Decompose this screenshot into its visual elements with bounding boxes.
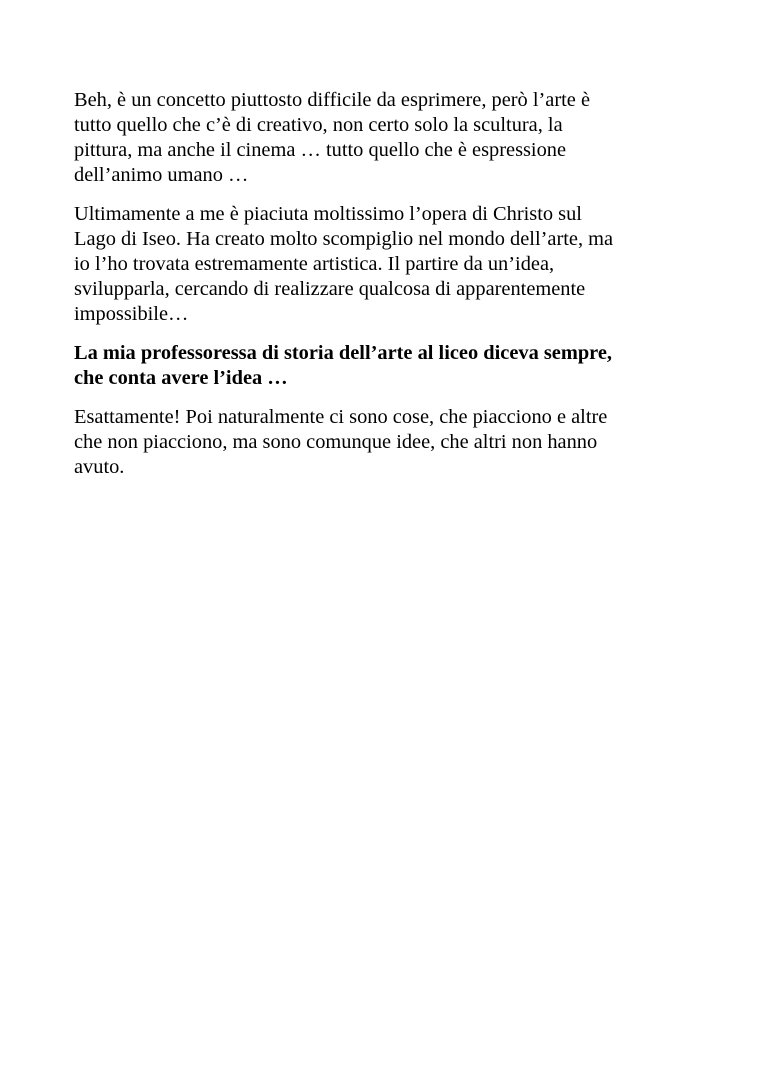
paragraph-interviewer-question: [74, 341, 706, 391]
text-line: io l’ho trovata estremamente artistica. Il partire da un’idea,: [74, 253, 555, 275]
paragraph-definition-of-art: [74, 88, 706, 188]
text-line: tutto quello che c’è di creativo, non certo solo la scultura, la: [74, 114, 563, 136]
text-line: Esattamente! Poi naturalmente ci sono cose, che piacciono e altre: [74, 406, 608, 428]
paragraph-christo-iseo: [74, 202, 706, 327]
text-line: dell’animo umano …: [74, 164, 249, 186]
text-line: svilupparla, cercando di realizzare qualcosa di apparentemente: [74, 278, 586, 300]
document-page: [74, 88, 706, 494]
text-line: avuto.: [74, 456, 125, 478]
text-line: La mia professoressa di storia dell’arte al liceo diceva sempre,: [74, 342, 613, 364]
text-line: che conta avere l’idea …: [74, 367, 288, 389]
text-line: Lago di Iseo. Ha creato molto scompiglio nel mondo dell’arte, ma: [74, 228, 614, 250]
text-line: Ultimamente a me è piaciuta moltissimo l’opera di Christo sul: [74, 203, 582, 225]
text-line: Beh, è un concetto piuttosto difficile da esprimere, però l’arte è: [74, 89, 590, 111]
paragraph-answer: [74, 405, 706, 480]
text-line: pittura, ma anche il cinema … tutto quello che è espressione: [74, 139, 567, 161]
text-line: impossibile…: [74, 303, 189, 325]
text-line: che non piacciono, ma sono comunque idee, che altri non hanno: [74, 431, 598, 453]
